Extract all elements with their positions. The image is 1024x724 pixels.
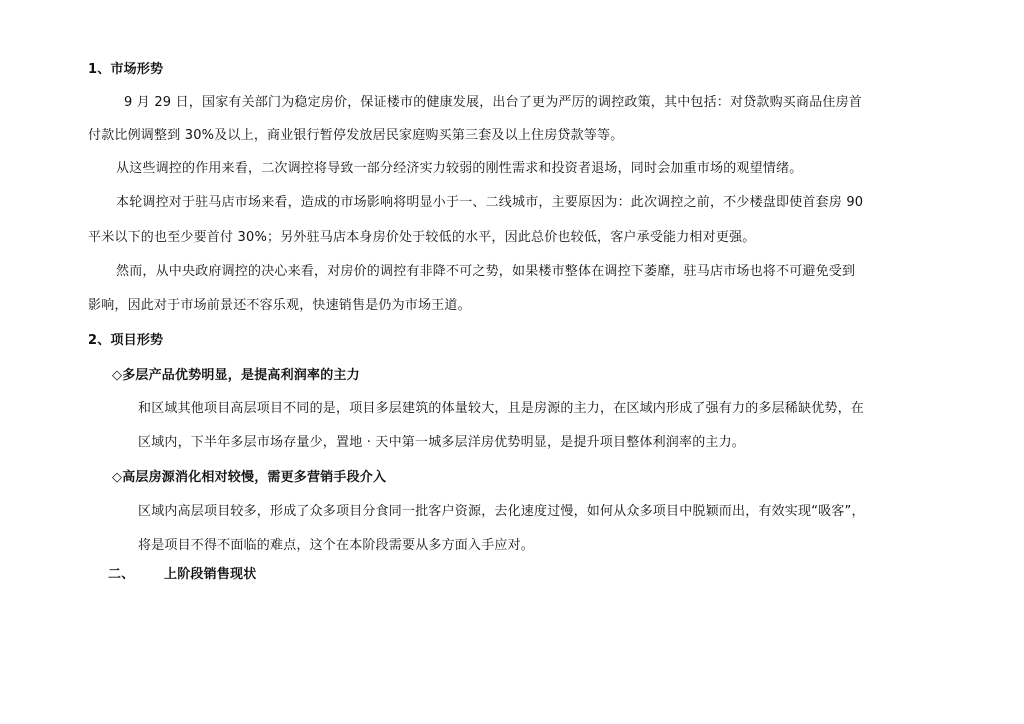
paragraph-line: 本轮调控对于驻马店市场来看，造成的市场影响将明显小于一、二线城市，主要原因为：此次调控之前，不少楼盘即使首套房 90: [116, 195, 864, 210]
paragraph-line: 影响，因此对于市场前景还不容乐观，快速销售是仍为市场王道。: [88, 298, 471, 313]
paragraph-line: 9 月 29 日，国家有关部门为稳定房价，保证楼市的健康发展，出台了更为严厉的调控政策，其中包括：对贷款购买商品住房首: [124, 95, 863, 110]
section-title: 上阶段销售现状: [164, 567, 257, 582]
paragraph-line: 将是项目不得不面临的难点，这个在本阶段需要从多方面入手应对。: [138, 538, 535, 553]
paragraph-line: 和区域其他项目高层项目不同的是，项目多层建筑的体量较大，且是房源的主力，在区域内形成了强有力的多层稀缺优势，在: [138, 401, 865, 416]
paragraph-line: 从这些调控的作用来看，二次调控将导致一部分经济实力较弱的刚性需求和投资者退场，同时会加重市场的观望情绪。: [116, 161, 803, 176]
section-heading-project: 2、项目形势: [88, 333, 164, 348]
subheading-multistory: ◇多层产品优势明显，是提高利润率的主力: [112, 368, 360, 383]
section-number: 二、: [108, 567, 135, 582]
paragraph-line: 付款比例调整到 30%及以上，商业银行暂停发放居民家庭购买第三套及以上住房贷款等等。: [88, 128, 624, 143]
paragraph-line: 区域内，下半年多层市场存量少，置地 · 天中第一城多层洋房优势明显，是提升项目整体利润率的主力。: [138, 435, 745, 450]
paragraph-line: 区域内高层项目较多，形成了众多项目分食同一批客户资源，去化速度过慢，如何从众多项目中脱颖而出，有效实现“吸客”，: [138, 504, 865, 519]
subheading-highrise: ◇高层房源消化相对较慢，需更多营销手段介入: [112, 470, 387, 485]
section-heading-market: 1、市场形势: [88, 62, 164, 77]
paragraph-line: 然而，从中央政府调控的决心来看，对房价的调控有非降不可之势，如果楼市整体在调控下萎靡，驻马店市场也将不可避免受到: [116, 264, 856, 279]
paragraph-line: 平米以下的也至少要首付 30%；另外驻马店本身房价处于较低的水平，因此总价也较低，客户承受能力相对更强。: [88, 230, 756, 245]
section-heading-sales-status: [108, 566, 256, 584]
